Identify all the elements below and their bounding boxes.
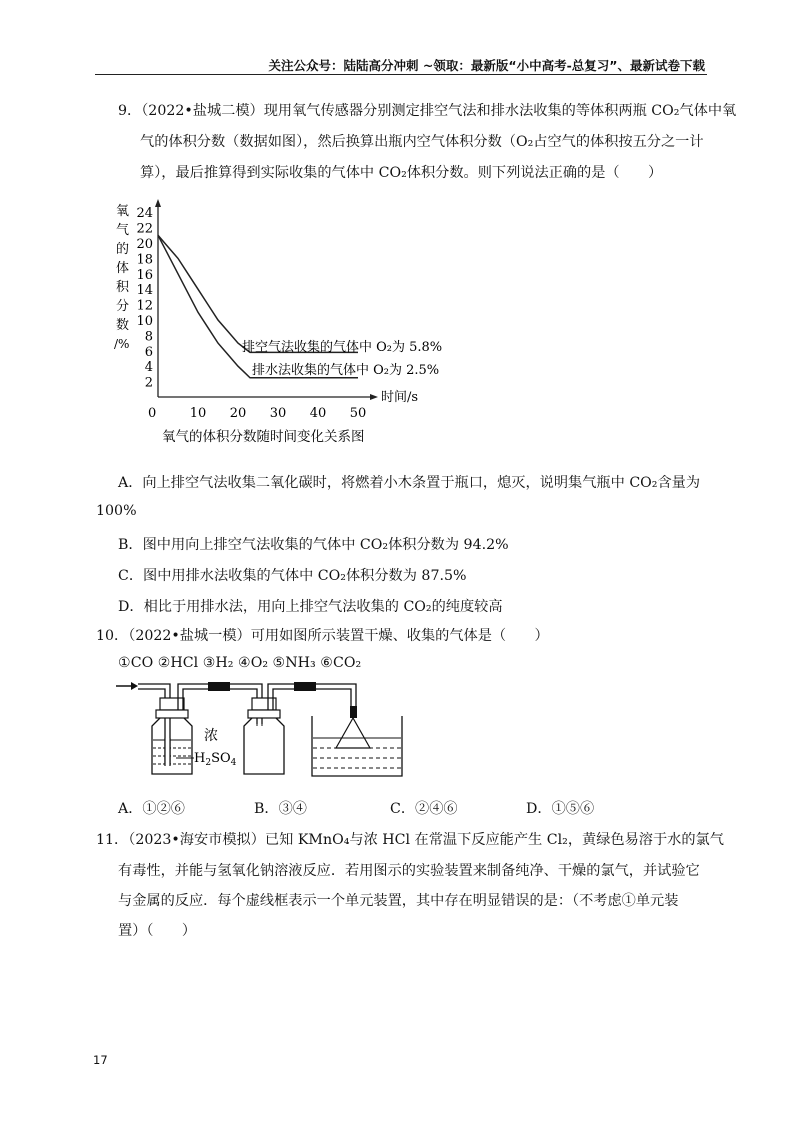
q10-option-c: C．②④⑥: [390, 801, 458, 817]
q9-option-b: B．图中用向上排空气法收集的气体中 CO₂体积分数为 94.2%: [118, 537, 509, 553]
q10-option-d: D．①⑤⑥: [526, 801, 595, 817]
q11-stem-line4: 置）（ ）: [118, 923, 197, 939]
x-tick-label: 50: [349, 406, 367, 421]
x-tick-label: 30: [269, 406, 287, 421]
oxygen-fraction-chart: [110, 195, 470, 455]
y-axis-label-char: 的: [116, 242, 130, 257]
y-tick-label: 10: [136, 314, 153, 329]
reagent-label-2: $H_2SO_4$: [194, 751, 237, 768]
y-axis-label-unit: /%: [114, 337, 130, 351]
q10-gas-list: ①CO ②HCl ③H₂ ④O₂ ⑤NH₃ ⑥CO₂: [118, 655, 362, 671]
q9-option-c: C．图中用排水法收集的气体中 CO₂体积分数为 87.5%: [118, 568, 467, 584]
reagent-label-1: 浓: [204, 728, 218, 744]
y-axis-label-char: 体: [116, 261, 130, 276]
x-tick-label: 20: [229, 406, 247, 421]
y-tick-label: 20: [136, 237, 153, 252]
y-axis-label-char: 气: [116, 223, 130, 238]
collection-bottle-2: [244, 698, 284, 774]
wash-bottle-1: [152, 698, 192, 774]
y-tick-label: 18: [136, 252, 153, 268]
y-tick-label: 4: [144, 360, 153, 376]
y-axis-label-char: 数: [116, 318, 130, 333]
page-header: 关注公众号：陆陆高分冲刺 ~领取：最新版“小中高考-总复习”、最新试卷下载: [268, 58, 705, 73]
q9-stem-line3: 算），最后推算得到实际收集的气体中 CO₂体积分数。则下列说法正确的是（ ）: [140, 165, 663, 181]
q10-stem: 10．（2022•盐城一模）可用如图所示装置干燥、收集的气体是（ ）: [96, 628, 549, 644]
q11-stem-line1: 11．（2023•海安市模拟）已知 KMnO₄与浓 HCl 在常温下反应能产生 Cl₂，黄绿色易溶于水的氯气: [96, 832, 724, 848]
y-tick-label: 22: [136, 221, 153, 237]
gas-inlet-arrow: [131, 682, 138, 690]
y-tick-label: 16: [136, 267, 153, 283]
q10-option-a: A．①②⑥: [118, 801, 185, 817]
q11-stem-line2: 有毒性，并能与氢氧化钠溶液反应．若用图示的实验装置来制备纯净、干燥的氯气，并试验它: [118, 863, 700, 879]
q9-stem-line2: 气的体积分数（数据如图），然后换算出瓶内空气体积分数（O₂占空气的体积按五分之一计: [140, 134, 704, 150]
y-tick-label: 2: [144, 375, 153, 391]
x-tick-label: 40: [309, 406, 327, 421]
y-tick-label: 12: [136, 298, 153, 314]
y-axis-label-char: 分: [116, 299, 130, 314]
q11-stem-line3: 与金属的反应．每个虚线框表示一个单元装置，其中存在明显错误的是：（不考虑①单元装: [118, 893, 679, 909]
q10-option-b: B．③④: [254, 801, 307, 817]
y-tick-label: 14: [136, 283, 153, 299]
x-axis-arrow: [370, 394, 378, 400]
chart-title: 氧气的体积分数随时间变化关系图: [162, 429, 365, 445]
y-axis-label-char: 积: [116, 280, 130, 295]
x-tick-label: 0: [148, 406, 157, 421]
drying-collection-apparatus: [112, 676, 422, 788]
q9-stem-line1: 9．（2022•盐城二模）现用氧气传感器分别测定排空气法和排水法收集的等体积两瓶 CO₂气体中氧: [118, 103, 737, 119]
x-tick-label: 10: [189, 406, 207, 421]
series-label-water: 排水法收集的气体中 O₂为 2.5%: [252, 363, 440, 378]
q9-option-a-cont: 100%: [96, 503, 137, 519]
y-tick-label: 8: [144, 329, 153, 345]
y-tick-label: 6: [144, 344, 153, 360]
inverted-funnel: [336, 718, 370, 748]
y-tick-label: 24: [136, 206, 153, 222]
q9-option-a: A．向上排空气法收集二氧化碳时，将燃着小木条置于瓶口，熄灭，说明集气瓶中 CO₂含量为: [118, 475, 701, 491]
q9-option-d: D．相比于用排水法，用向上排空气法收集的 CO₂的纯度较高: [118, 599, 503, 615]
curve-water-displacement: [158, 235, 358, 377]
series-label-air: 排空气法收集的气体中 O₂为 5.8%: [242, 340, 443, 355]
y-axis-arrow: [155, 199, 161, 207]
y-axis-label-char: 氧: [116, 204, 130, 219]
header-rule: [95, 74, 707, 75]
page-number: 17: [93, 1053, 108, 1067]
x-axis-label: 时间/s: [381, 390, 419, 405]
